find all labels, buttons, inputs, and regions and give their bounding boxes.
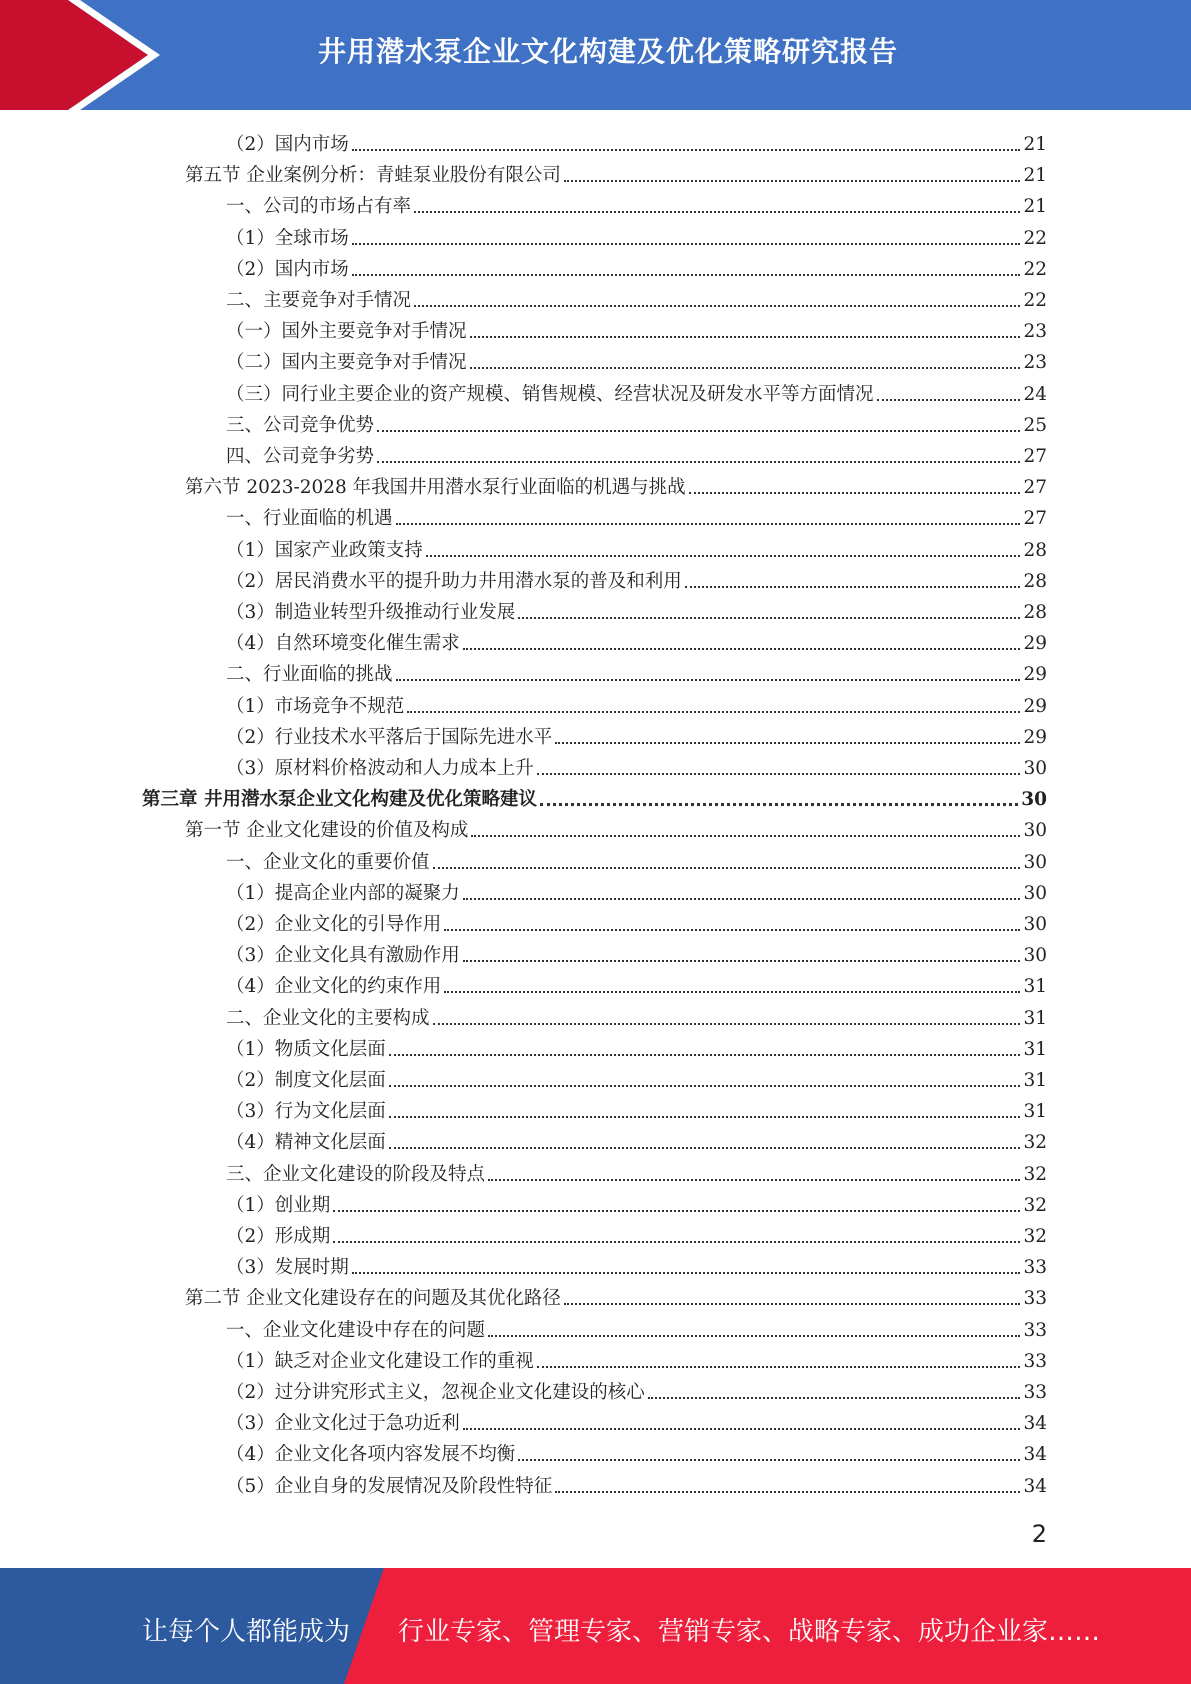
toc-entry-title: （1）创业期 — [226, 1194, 331, 1216]
toc-entry-page: 29 — [1023, 664, 1047, 686]
page-number: 2 — [1031, 1520, 1047, 1548]
toc-entry[interactable] — [226, 656, 1047, 687]
toc-entry-page: 25 — [1023, 414, 1047, 436]
toc-entry-page: 33 — [1023, 1319, 1047, 1341]
toc-entry[interactable] — [226, 251, 1047, 282]
toc-entry[interactable] — [226, 1405, 1047, 1436]
toc-entry[interactable] — [226, 937, 1047, 968]
toc-entry[interactable] — [226, 750, 1047, 781]
page-footer — [0, 1568, 1191, 1684]
toc-entry-title: 二、行业面临的挑战 — [226, 664, 393, 686]
toc-dot-leader — [555, 742, 1020, 744]
toc-entry-page: 31 — [1023, 1038, 1047, 1060]
toc-entry-page: 31 — [1023, 1007, 1047, 1029]
toc-entry[interactable] — [185, 157, 1047, 188]
toc-dot-leader — [396, 523, 1021, 525]
toc-entry[interactable] — [185, 469, 1047, 500]
toc-entry-page: 32 — [1023, 1226, 1047, 1247]
toc-entry[interactable] — [226, 719, 1047, 750]
toc-entry-page: 30 — [1021, 789, 1047, 811]
toc-dot-leader — [426, 555, 1021, 557]
toc-entry[interactable] — [226, 407, 1047, 438]
toc-entry-title: （1）缺乏对企业文化建设工作的重视 — [226, 1350, 534, 1372]
toc-entry[interactable] — [226, 1312, 1047, 1343]
toc-dot-leader — [463, 960, 1021, 962]
toc-entry-page: 31 — [1023, 1101, 1047, 1123]
toc-entry-page: 28 — [1023, 602, 1047, 623]
toc-entry-page: 30 — [1023, 851, 1047, 873]
toc-dot-leader — [433, 867, 1021, 869]
toc-entry[interactable] — [226, 1093, 1047, 1124]
toc-entry-page: 30 — [1023, 820, 1047, 842]
toc-dot-leader — [333, 1210, 1020, 1212]
toc-entry-title: （1）提高企业内部的凝聚力 — [226, 882, 460, 904]
toc-entry-page: 29 — [1023, 726, 1047, 748]
toc-entry-page: 28 — [1023, 539, 1047, 561]
toc-entry-title: 二、主要竞争对手情况 — [226, 290, 412, 311]
toc-entry-page: 22 — [1023, 227, 1047, 249]
toc-entry-title: 三、企业文化建设的阶段及特点 — [226, 1163, 486, 1185]
toc-dot-leader — [433, 1023, 1021, 1025]
toc-entry-title: （3）发展时期 — [226, 1257, 349, 1279]
toc-dot-leader — [537, 1366, 1021, 1368]
toc-dot-leader — [377, 430, 1020, 432]
toc-entry-title: 四、公司竞争劣势 — [226, 446, 375, 467]
toc-entry[interactable] — [226, 1249, 1047, 1280]
toc-entry-title: （2）国内市场 — [226, 258, 349, 280]
toc-entry-page: 30 — [1023, 882, 1047, 904]
toc-dot-leader — [518, 617, 1020, 619]
toc-dot-leader — [333, 1241, 1020, 1243]
toc-entry-title: （2）居民消费水平的提升助力井用潜水泵的普及和利用 — [226, 570, 682, 592]
toc-entry-title: 一、公司的市场占有率 — [226, 196, 412, 218]
toc-entry-page: 29 — [1023, 695, 1047, 717]
toc-entry[interactable] — [226, 344, 1047, 375]
toc-entry-title: （5）企业自身的发展情况及阶段性特征 — [226, 1475, 553, 1497]
toc-entry[interactable] — [226, 1156, 1047, 1187]
toc-entry-title: （4）自然环境变化催生需求 — [226, 633, 460, 655]
footer-slogan-right: 行业专家、管理专家、营销专家、战略专家、成功企业家…… — [398, 1617, 1101, 1647]
toc-entry-title: （3）企业文化具有激励作用 — [226, 945, 460, 967]
toc-entry-title: （3）原材料价格波动和人力成本上升 — [226, 758, 534, 779]
toc-entry[interactable] — [226, 1124, 1047, 1155]
toc-entry-title: 一、行业面临的机遇 — [226, 508, 393, 530]
toc-entry-page: 27 — [1023, 446, 1047, 467]
toc-entry-page: 24 — [1023, 383, 1047, 405]
toc-entry-title: （3）制造业转型升级推动行业发展 — [226, 602, 516, 623]
toc-dot-leader — [877, 399, 1021, 401]
toc-entry[interactable] — [226, 532, 1047, 563]
toc-entry-title: （1）市场竞争不规范 — [226, 695, 405, 717]
toc-entry-page: 30 — [1023, 945, 1047, 967]
toc-entry-title: 二、企业文化的主要构成 — [226, 1007, 430, 1029]
toc-entry-page: 33 — [1023, 1288, 1047, 1310]
toc-entry[interactable] — [226, 1218, 1047, 1249]
toc-dot-leader — [470, 367, 1021, 369]
toc-dot-leader — [463, 1428, 1021, 1430]
toc-entry-title: 第三章 井用潜水泵企业文化构建及优化策略建议 — [142, 789, 537, 811]
toc-dot-leader — [488, 1179, 1020, 1181]
toc-dot-leader — [685, 586, 1021, 588]
toc-entry-page: 22 — [1023, 290, 1047, 311]
toc-entry[interactable] — [226, 625, 1047, 656]
toc-dot-leader — [444, 991, 1020, 993]
toc-entry[interactable] — [185, 1280, 1047, 1311]
toc-entry-page: 27 — [1023, 508, 1047, 530]
toc-entry-page: 27 — [1023, 477, 1047, 499]
toc-dot-leader — [488, 1335, 1020, 1337]
toc-dot-leader — [389, 1147, 1021, 1149]
toc-dot-leader — [352, 1272, 1021, 1274]
toc-entry[interactable] — [226, 282, 1047, 313]
toc-dot-leader — [396, 679, 1021, 681]
toc-entry-title: 第五节 企业案例分析：青蛙泵业股份有限公司 — [185, 165, 561, 187]
toc-entry-title: （4）企业文化的约束作用 — [226, 976, 442, 998]
toc-entry[interactable] — [226, 688, 1047, 719]
toc-dot-leader — [540, 803, 1018, 806]
toc-entry-title: （二）国内主要竞争对手情况 — [226, 352, 467, 374]
toc-entry-page: 23 — [1023, 352, 1047, 374]
toc-dot-leader — [377, 461, 1020, 463]
toc-entry[interactable] — [185, 812, 1047, 843]
toc-entry-title: 三、公司竞争优势 — [226, 414, 375, 436]
toc-dot-leader — [389, 1116, 1021, 1118]
toc-entry-title: （1）全球市场 — [226, 227, 349, 249]
toc-dot-leader — [471, 835, 1020, 837]
toc-dot-leader — [444, 929, 1020, 931]
toc-entry-title: （4）企业文化各项内容发展不均衡 — [226, 1444, 516, 1466]
toc-dot-leader — [463, 648, 1021, 650]
report-title: 井用潜水泵企业文化构建及优化策略研究报告 — [317, 35, 898, 68]
toc-dot-leader — [470, 336, 1021, 338]
toc-entry[interactable] — [226, 438, 1047, 469]
toc-entry[interactable] — [226, 1000, 1047, 1031]
toc-entry-page: 23 — [1023, 321, 1047, 343]
toc-dot-leader — [564, 1303, 1021, 1305]
toc-entry[interactable] — [226, 126, 1047, 157]
toc-dot-leader — [537, 773, 1021, 775]
toc-dot-leader — [564, 180, 1021, 182]
toc-entry[interactable] — [226, 1031, 1047, 1062]
toc-entry-page: 30 — [1023, 758, 1047, 779]
toc-entry-page: 28 — [1023, 570, 1047, 592]
toc-dot-leader — [352, 243, 1021, 245]
toc-entry-title: （2）过分讲究形式主义，忽视企业文化建设的核心 — [226, 1382, 645, 1403]
toc-entry[interactable] — [226, 594, 1047, 625]
toc-entry[interactable] — [226, 968, 1047, 999]
toc-dot-leader — [414, 305, 1020, 307]
toc-entry-title: 第一节 企业文化建设的价值及构成 — [185, 820, 469, 842]
toc-entry-page: 34 — [1023, 1444, 1047, 1466]
toc-entry-title: 第六节 2023-2028 年我国井用潜水泵行业面临的机遇与挑战 — [185, 477, 686, 499]
toc-dot-leader — [407, 711, 1020, 713]
toc-entry-page: 33 — [1023, 1350, 1047, 1372]
toc-dot-leader — [389, 1054, 1021, 1056]
toc-entry-page: 21 — [1023, 196, 1047, 218]
toc-dot-leader — [518, 1459, 1020, 1461]
toc-entry-page: 33 — [1023, 1257, 1047, 1279]
toc-entry-page: 32 — [1023, 1132, 1047, 1154]
toc-entry-page: 21 — [1023, 165, 1047, 187]
toc-entry[interactable] — [226, 1436, 1047, 1467]
toc-entry-title: （2）行业技术水平落后于国际先进水平 — [226, 726, 553, 748]
toc-entry-title: （2）国内市场 — [226, 134, 349, 155]
page-header — [0, 0, 1191, 110]
toc-dot-leader — [414, 211, 1020, 213]
toc-entry[interactable] — [226, 844, 1047, 875]
toc-dot-leader — [352, 149, 1021, 151]
toc-entry-page: 34 — [1023, 1475, 1047, 1497]
toc-entry-title: （2）企业文化的引导作用 — [226, 914, 442, 935]
toc-entry-title: （三）同行业主要企业的资产规模、销售规模、经营状况及研发水平等方面情况 — [226, 383, 874, 405]
toc-entry-title: （3）行为文化层面 — [226, 1101, 386, 1123]
toc-entry[interactable] — [226, 376, 1047, 407]
toc-entry[interactable] — [142, 781, 1047, 812]
toc-entry-page: 29 — [1023, 633, 1047, 655]
toc-entry-page: 22 — [1023, 258, 1047, 280]
toc-entry[interactable] — [226, 220, 1047, 251]
toc-entry[interactable] — [226, 906, 1047, 937]
toc-dot-leader — [689, 492, 1021, 494]
toc-entry-page: 31 — [1023, 976, 1047, 998]
toc-entry[interactable] — [226, 188, 1047, 219]
toc-dot-leader — [352, 274, 1021, 276]
toc-entry[interactable] — [226, 563, 1047, 594]
toc-entry[interactable] — [226, 1343, 1047, 1374]
footer-slogan-left: 让每个人都能成为 — [142, 1617, 351, 1647]
toc-entry[interactable] — [226, 500, 1047, 531]
toc-dot-leader — [555, 1491, 1020, 1493]
toc-entry-page: 32 — [1023, 1194, 1047, 1216]
toc-entry[interactable] — [226, 1374, 1047, 1405]
toc-entry-title: （1）物质文化层面 — [226, 1038, 386, 1060]
toc-entry-title: （2）制度文化层面 — [226, 1070, 386, 1091]
toc-entry[interactable] — [226, 875, 1047, 906]
toc-entry-page: 32 — [1023, 1163, 1047, 1185]
toc-entry-page: 33 — [1023, 1382, 1047, 1403]
toc-entry-page: 30 — [1023, 914, 1047, 935]
toc-dot-leader — [648, 1397, 1021, 1399]
toc-entry[interactable] — [226, 1187, 1047, 1218]
toc-entry[interactable] — [226, 1062, 1047, 1093]
toc-entry-title: 一、企业文化的重要价值 — [226, 851, 430, 873]
toc-entry-page: 34 — [1023, 1413, 1047, 1435]
toc-entry-title: （一）国外主要竞争对手情况 — [226, 321, 467, 343]
toc-entry-title: 第二节 企业文化建设存在的问题及其优化路径 — [185, 1288, 561, 1310]
toc-entry-page: 21 — [1023, 134, 1047, 155]
toc-entry-title: （4）精神文化层面 — [226, 1132, 386, 1154]
toc-entry-title: （3）企业文化过于急功近利 — [226, 1413, 460, 1435]
toc-dot-leader — [389, 1085, 1021, 1087]
toc-entry-title: 一、企业文化建设中存在的问题 — [226, 1319, 486, 1341]
toc-dot-leader — [463, 898, 1021, 900]
toc-entry-title: （1）国家产业政策支持 — [226, 539, 423, 561]
toc-entry[interactable] — [226, 313, 1047, 344]
toc-entry[interactable] — [226, 1468, 1047, 1499]
toc-entry-title: （2）形成期 — [226, 1226, 331, 1247]
toc-entry-page: 31 — [1023, 1070, 1047, 1091]
